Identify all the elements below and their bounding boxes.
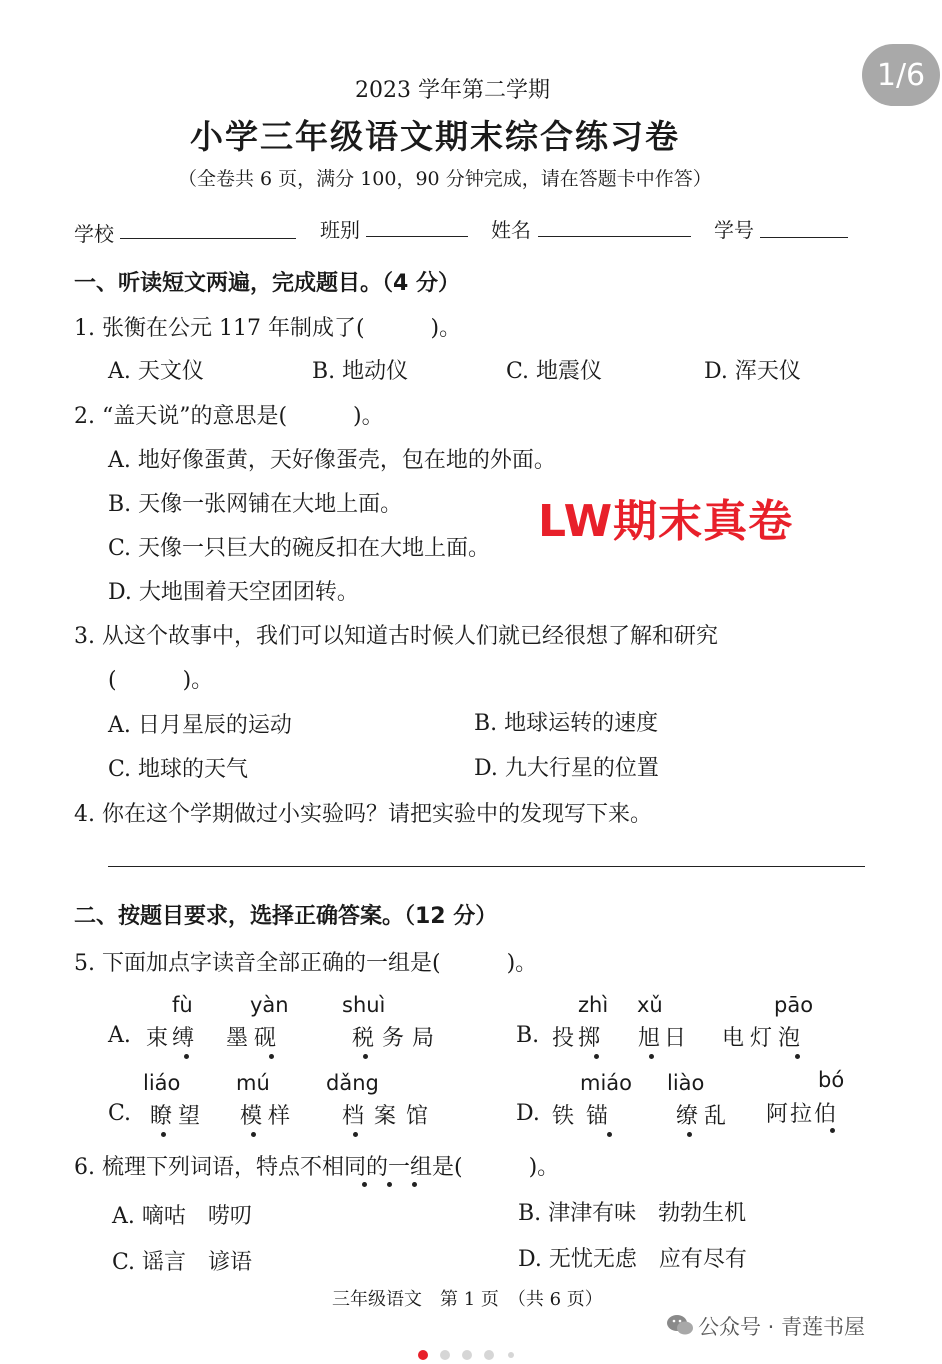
page-footer: 三年级语文 第 1 页 （共 6 页） — [332, 1289, 603, 1310]
emphasis-dot — [607, 1132, 612, 1137]
emphasis-dot — [184, 1054, 189, 1059]
q5d-pinyin-3: bó — [818, 1068, 845, 1092]
q1-option-d: D. 浑天仪 — [704, 359, 801, 384]
q3-option-a: A. 日月星辰的运动 — [108, 713, 292, 738]
q5d-pinyin-1: miáo — [580, 1071, 633, 1095]
watermark-stamp: LW期末真卷 — [538, 496, 794, 547]
q5b-pinyin-2: xǔ — [637, 993, 663, 1017]
emphasis-dot — [353, 1132, 358, 1137]
q2-option-c: C. 天像一只巨大的碗反扣在大地上面。 — [108, 536, 491, 561]
q1-option-a: A. 天文仪 — [108, 359, 204, 384]
q5c-word-2: 模样 — [240, 1104, 297, 1129]
q5b-word-1: 投掷 — [552, 1026, 605, 1051]
wechat-icon — [665, 1313, 695, 1337]
pager-dot-active[interactable] — [418, 1350, 428, 1360]
q5c-word-3: 档案馆 — [342, 1104, 439, 1129]
q5c-pinyin-3: dǎng — [326, 1071, 379, 1095]
q2-option-b: B. 天像一张网铺在大地上面。 — [108, 492, 403, 517]
pager-dot[interactable] — [508, 1352, 514, 1358]
q5b-label: B. — [516, 1023, 540, 1048]
emphasis-dot — [594, 1054, 599, 1059]
emphasis-dot — [161, 1132, 166, 1137]
emphasis-dot — [649, 1054, 654, 1059]
school-blank[interactable] — [120, 238, 296, 239]
q5d-word-2: 缭乱 — [676, 1104, 733, 1129]
emphasis-dot — [687, 1132, 692, 1137]
q3-option-d: D. 九大行星的位置 — [474, 756, 659, 781]
name-blank[interactable] — [538, 236, 691, 237]
emphasis-dot — [795, 1054, 800, 1059]
emphasis-dot — [412, 1182, 417, 1187]
q3-stem: 3. 从这个故事中，我们可以知道古时候人们就已经很想了解和研究 — [74, 624, 718, 649]
q5c-pinyin-1: liáo — [143, 1071, 181, 1095]
q2-option-d: D. 大地围着天空团团转。 — [108, 580, 359, 605]
q5d-word-3: 阿拉伯 — [766, 1102, 839, 1127]
q1-stem: 1. 张衡在公元 117 年制成了( )。 — [74, 316, 462, 341]
q4-answer-line[interactable] — [108, 866, 865, 867]
q5d-label: D. — [516, 1101, 540, 1126]
q5a-word-2: 墨砚 — [226, 1026, 283, 1051]
class-blank[interactable] — [366, 236, 468, 237]
q5a-word-3: 税务局 — [352, 1026, 443, 1051]
q1-option-b: B. 地动仪 — [312, 359, 409, 384]
q5-stem: 5. 下面加点字读音全部正确的一组是( )。 — [74, 951, 538, 976]
emphasis-dot — [387, 1182, 392, 1187]
q5b-word-2: 旭日 — [638, 1026, 691, 1051]
emphasis-dot — [251, 1132, 256, 1137]
section1-heading: 一、听读短文两遍，完成题目。（4 分） — [74, 271, 460, 296]
semester-line: 2023 学年第二学期 — [355, 78, 550, 103]
exam-subtitle: （全卷共 6 页，满分 100，90 分钟完成，请在答题卡中作答） — [178, 168, 712, 190]
q5c-word-1: 瞭望 — [150, 1104, 207, 1129]
emphasis-dot — [363, 1054, 368, 1059]
q5c-pinyin-2: mú — [236, 1071, 270, 1095]
number-blank[interactable] — [760, 237, 848, 238]
emphasis-dot — [830, 1128, 835, 1133]
q5b-pinyin-1: zhì — [578, 993, 609, 1017]
q5c-label: C. — [108, 1101, 132, 1126]
q6-option-d: D. 无忧无虑 应有尽有 — [518, 1247, 747, 1272]
q4-stem: 4. 你在这个学期做过小实验吗？请把实验中的发现写下来。 — [74, 802, 652, 827]
q6-option-c: C. 谣言 谚语 — [112, 1250, 253, 1275]
q6-stem: 6. 梳理下列词语，特点不相同的一组是( )。 — [74, 1155, 560, 1180]
q5a-pinyin-1: fù — [172, 993, 193, 1017]
q5a-label: A. — [108, 1023, 131, 1048]
q6-option-b: B. 津津有味 勃勃生机 — [518, 1201, 747, 1226]
q5d-pinyin-2: liào — [667, 1071, 705, 1095]
q3-stem-blank: ( )。 — [108, 668, 214, 693]
pager-dot[interactable] — [462, 1350, 472, 1360]
number-label: 学号 — [714, 218, 754, 242]
q5b-word-3: 电灯泡 — [722, 1026, 807, 1051]
q5d-word-1: 铁锚 — [552, 1104, 621, 1129]
pager-dot[interactable] — [440, 1350, 450, 1360]
emphasis-dot — [269, 1054, 274, 1059]
name-label: 姓名 — [491, 218, 531, 242]
q5a-pinyin-3: shuì — [342, 993, 386, 1017]
exam-title: 小学三年级语文期末综合练习卷 — [190, 117, 680, 156]
pager-dot[interactable] — [484, 1350, 494, 1360]
emphasis-dot — [362, 1182, 367, 1187]
q2-stem: 2. “盖天说”的意思是( )。 — [74, 404, 384, 429]
q3-option-b: B. 地球运转的速度 — [474, 711, 659, 736]
q5a-word-1: 束缚 — [146, 1026, 199, 1051]
page-counter-badge: 1/6 — [862, 44, 940, 106]
q5a-pinyin-2: yàn — [250, 993, 289, 1017]
q6-option-a: A. 嘀咕 唠叨 — [112, 1204, 252, 1229]
wechat-account-label: 公众号 · 青莲书屋 — [698, 1315, 866, 1339]
q1-option-c: C. 地震仪 — [506, 359, 603, 384]
section2-heading: 二、按题目要求，选择正确答案。（12 分） — [74, 904, 498, 929]
school-label: 学校 — [74, 222, 114, 246]
q5b-pinyin-3: pāo — [774, 993, 814, 1017]
q2-option-a: A. 地好像蛋黄，天好像蛋壳，包在地的外面。 — [108, 448, 556, 473]
q3-option-c: C. 地球的天气 — [108, 757, 249, 782]
class-label: 班别 — [320, 218, 360, 242]
